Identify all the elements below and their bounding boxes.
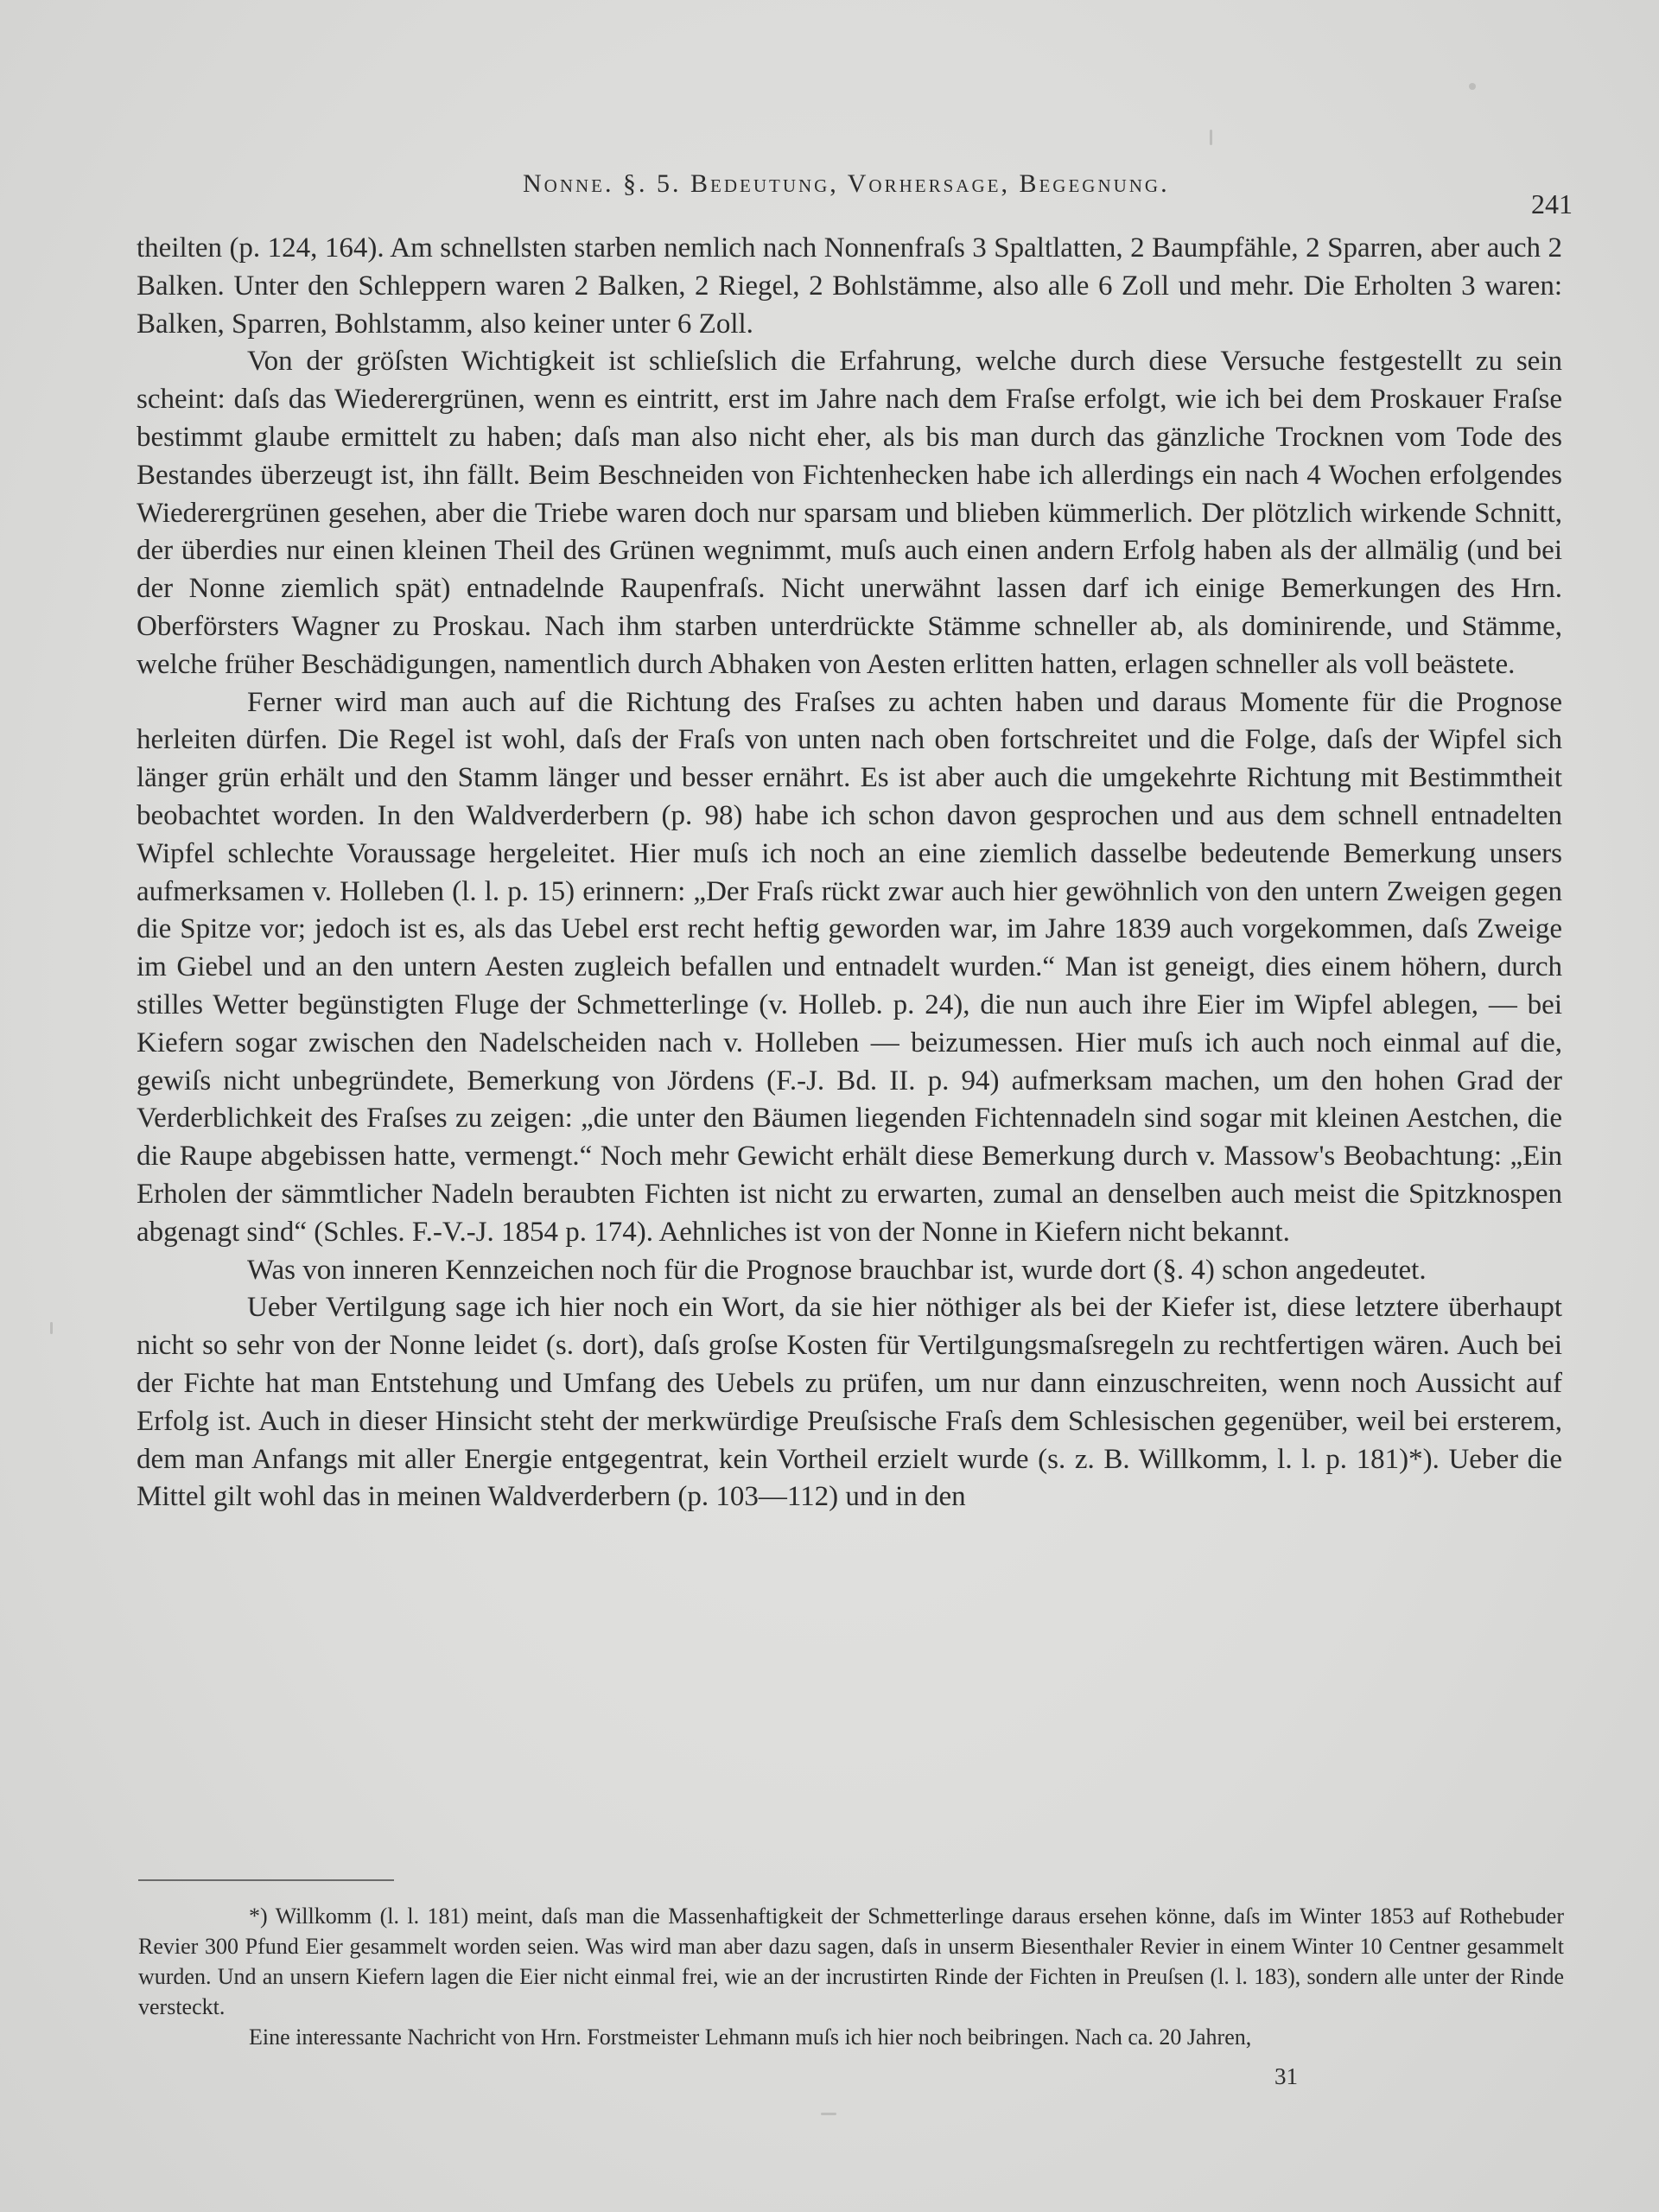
paper-blemish (50, 1322, 53, 1334)
main-text (137, 230, 1562, 1516)
paragraph: Ueber Vertilgung sage ich hier noch ein Wort, da sie hier nöthiger als bei der Kiefer ist, diese letztere überhaupt nicht so sehr von der Nonne leidet (s. dort), daſs groſse Kosten für Vertilgungsmaſsregeln zu rechtfertigen wären. Auch bei der Fichte hat man Entstehung und Umfang des Uebels zu prüfen, um nur dann einzuschreiten, wenn noch Aussicht auf Erfolg ist. Auch in dieser Hinsicht steht der merkwürdige Preuſsische Fraſs dem Schlesischen gegenüber, weil bei ersterem, dem man Anfangs mit aller Energie entgegentrat, kein Vortheil erzielt wurde (s. z. B. Willkomm, l. l. p. 181)*). Ueber die Mittel gilt wohl das in meinen Waldverderbern (p. 103—112) und in den (137, 1292, 1562, 1513)
footnotes (138, 1901, 1564, 2052)
signature-mark: 31 (1274, 2063, 1298, 2089)
footnote: Eine interessante Nachricht von Hrn. Forstmeister Lehmann muſs ich hier noch beibringen. Nach ca. 20 Jahren, (249, 2024, 1252, 2050)
footnote: *) Willkomm (l. l. 181) meint, daſs man die Massenhaftigkeit der Schmetterlinge daraus ersehen könne, daſs im Winter 1853 auf Rothebuder Revier 300 Pfund Eier gesammelt worden seien. Was wird man aber dazu sagen, daſs in unserm Biesenthaler Revier in einem Winter 10 Centner gesammelt wurden. Und an unsern Kiefern lagen die Eier nicht einmal frei, wie an der incrustirten Rinde der Fichten in Preuſsen (l. l. 183), sondern alle unter der Rinde versteckt. (138, 1904, 1564, 2019)
page-number: 241 (1531, 188, 1573, 219)
paragraph: theilten (p. 124, 164). Am schnellsten starben nemlich nach Nonnenfraſs 3 Spaltlatten, 2 Baumpfähle, 2 Sparren, aber auch 2 Balken. Unter den Schleppern waren 2 Balken, 2 Riegel, 2 Bohlstämme, also alle 6 Zoll und mehr. Die Erholten 3 waren: Balken, Sparren, Bohlstamm, also keiner unter 6 Zoll. (137, 232, 1562, 340)
paper-blemish (1469, 83, 1476, 90)
page-header (130, 169, 1573, 221)
paragraph: Was von inneren Kennzeichen noch für die Prognose brauchbar ist, wurde dort (§. 4) schon angedeutet. (247, 1254, 1427, 1286)
paragraph: Von der gröſsten Wichtigkeit ist schlieſslich die Erfahrung, welche durch diese Versuche festgestellt zu sein scheint: daſs das Wiederergrünen, wenn es eintritt, erst im Jahre nach dem Fraſse erfolgt, wie ich bei dem Proskauer Fraſse bestimmt glaube ermittelt zu haben; daſs man also nicht eher, als bis man durch das gänzliche Trocknen vom Tode des Bestandes überzeugt ist, ihn fällt. Beim Beschneiden von Fichtenhecken habe ich allerdings ein nach 4 Wochen erfolgendes Wiederergrünen gesehen, aber die Triebe waren doch nur sparsam und blieben kümmerlich. Der plötzlich wirkende Schnitt, der überdies nur einen kleinen Theil des Grünen wegnimmt, muſs auch einen andern Erfolg haben als der allmälig (und bei der Nonne ziemlich spät) entnadelnde Raupenfraſs. Nicht unerwähnt lassen darf ich einige Bemerkungen des Hrn. Oberförsters Wagner zu Proskau. Nach ihm starben unterdrückte Stämme schneller ab, als dominirende, und Stämme, welche früher Beschädigungen, namentlich durch Abhaken von Aesten erlitten hatten, erlagen schneller als voll beästete. (137, 346, 1562, 680)
running-head: Nonne. §. 5. Bedeutung, Vorhersage, Begegnung. (523, 169, 1170, 198)
paper-blemish (821, 2113, 836, 2115)
paper-blemish (1210, 130, 1212, 145)
paragraph: Ferner wird man auch auf die Richtung des Fraſses zu achten haben und daraus Momente für die Prognose herleiten dürfen. Die Regel ist wohl, daſs der Fraſs von unten nach oben fortschreitet und die Folge, daſs der Wipfel sich länger grün erhält und den Stamm länger und besser ernährt. Es ist aber auch die umgekehrte Richtung mit Bestimmtheit beobachtet worden. In den Waldverderbern (p. 98) habe ich schon davon gesprochen und aus dem schnell entnadelten Wipfel schlechte Voraussage hergeleitet. Hier muſs ich noch an eine ziemlich dasselbe bedeutende Bemerkung unsers aufmerksamen v. Holleben (l. l. p. 15) erinnern: „Der Fraſs rückt zwar auch hier gewöhnlich von den untern Zweigen gegen die Spitze vor; jedoch ist es, als das Uebel erst recht heftig geworden war, im Jahre 1839 auch vorgekommen, daſs Zweige im Giebel und an den untern Aesten zugleich befallen und entnadelt wurden.“ Man ist geneigt, dies einem höhern, durch stilles Wetter begünstigten Fluge der Schmetterlinge (v. Holleb. p. 24), die nun auch ihre Eier im Wipfel ablegen, — bei Kiefern sogar zwischen den Nadelscheiden nach v. Holleben — beizumessen. Hier muſs ich auch noch einmal auf die, gewiſs nicht unbegründete, Bemerkung von Jördens (F.-J. Bd. II. p. 94) aufmerksam machen, um den hohen Grad der Verderblichkeit des Fraſses zu zeigen: „die unter den Bäumen liegenden Fichtennadeln sind sogar mit kleinen Aestchen, die die Raupe abgebissen hatte, vermengt.“ Noch mehr Gewicht erhält diese Bemerkung durch v. Massow's Beobachtung: „Ein Erholen der sämmtlicher Nadeln beraubten Fichten ist nicht zu erwarten, zumal an denselben auch meist die Spitzknospen abgenagt sind“ (Schles. F.-V.-J. 1854 p. 174). Aehnliches ist von der Nonne in Kiefern nicht bekannt. (137, 686, 1562, 1248)
footnote-divider (138, 1879, 394, 1881)
